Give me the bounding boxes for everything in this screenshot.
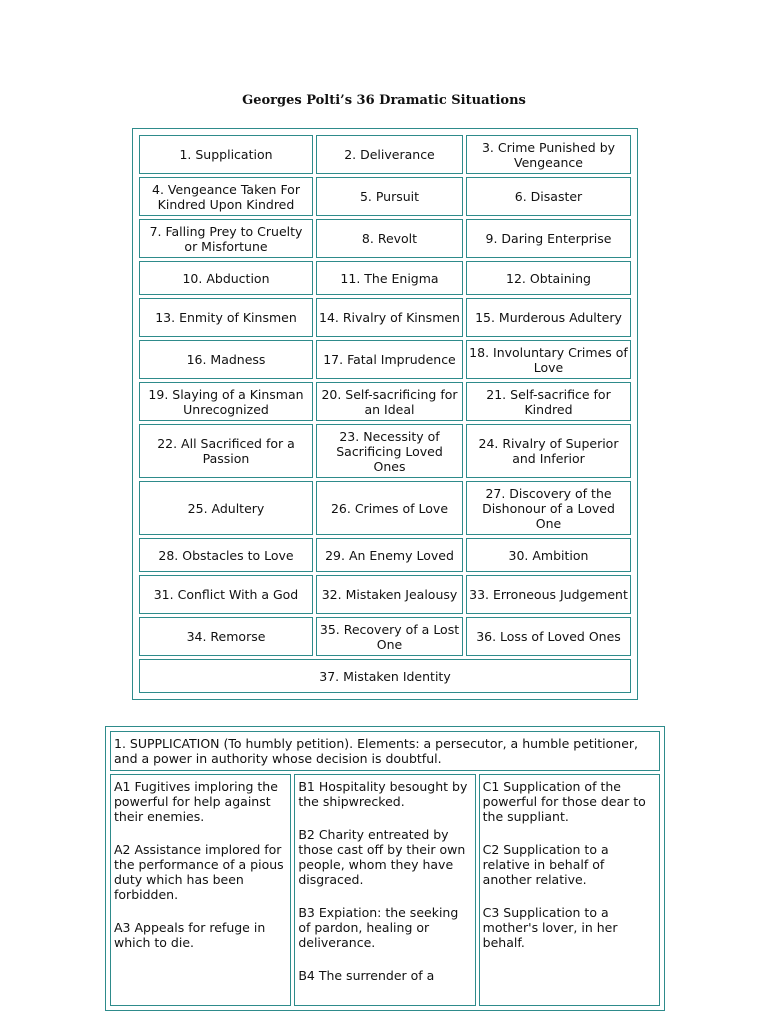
situation-cell: 8. Revolt: [316, 219, 463, 258]
table-row: [139, 298, 631, 337]
situation-cell: 20. Self-sacrificing for an Ideal: [316, 382, 463, 421]
page-title: Georges Polti’s 36 Dramatic Situations: [242, 93, 526, 108]
situation-cell: 17. Fatal Imprudence: [316, 340, 463, 379]
entry-b1: B1 Hospitality besought by the shipwrecked.: [298, 779, 468, 809]
detail-body-row: [110, 774, 660, 1006]
situation-cell: 3. Crime Punished by Vengeance: [466, 135, 631, 174]
situation-cell: 27. Discovery of the Dishonour of a Loved One: [466, 481, 631, 535]
situation-cell: 28. Obstacles to Love: [139, 538, 313, 572]
situation-cell: 19. Slaying of a Kinsman Unrecognized: [139, 382, 313, 421]
situation-cell: 34. Remorse: [139, 617, 313, 656]
situations-table: [132, 128, 638, 700]
situation-cell: 36. Loss of Loved Ones: [466, 617, 631, 656]
situation-cell: 13. Enmity of Kinsmen: [139, 298, 313, 337]
situation-cell: 15. Murderous Adultery: [466, 298, 631, 337]
situation-cell: 26. Crimes of Love: [316, 481, 463, 535]
entry-a2: A2 Assistance implored for the performance of a pious duty which has been forbidden.: [114, 842, 284, 902]
situation-cell: 18. Involuntary Crimes of Love: [466, 340, 631, 379]
table-row: [139, 382, 631, 421]
situation-cell: 24. Rivalry of Superior and Inferior: [466, 424, 631, 478]
situation-cell: 25. Adultery: [139, 481, 313, 535]
situation-cell: 33. Erroneous Judgement: [466, 575, 631, 614]
table-row: [139, 481, 631, 535]
situation-cell: 7. Falling Prey to Cruelty or Misfortune: [139, 219, 313, 258]
table-row: [139, 177, 631, 216]
situation-cell: 16. Madness: [139, 340, 313, 379]
situation-cell-37: 37. Mistaken Identity: [139, 659, 631, 693]
entry-c3: C3 Supplication to a mother's lover, in her behalf.: [482, 905, 618, 950]
situation-cell: 30. Ambition: [466, 538, 631, 572]
situation-cell: 5. Pursuit: [316, 177, 463, 216]
table-row: [139, 135, 631, 174]
table-row: [139, 219, 631, 258]
entry-b3: B3 Expiation: the seeking of pardon, healing or deliverance.: [298, 905, 459, 950]
table-row: [139, 261, 631, 295]
situation-cell: 21. Self-sacrifice for Kindred: [466, 382, 631, 421]
situation-cell: 4. Vengeance Taken For Kindred Upon Kindred: [139, 177, 313, 216]
column-c: [479, 774, 660, 1006]
situation-cell: 2. Deliverance: [316, 135, 463, 174]
entry-b2: B2 Charity entreated by those cast off by their own people, whom they have disgraced.: [298, 827, 466, 887]
detail-header: 1. SUPPLICATION (To humbly petition). Elements: a persecutor, a humble petitioner, and a power in authority whose decision is doubtful.: [110, 731, 660, 771]
situation-cell: 29. An Enemy Loved: [316, 538, 463, 572]
column-b: [294, 774, 475, 1006]
table-row: [139, 340, 631, 379]
situation-cell: 10. Abduction: [139, 261, 313, 295]
situation-cell: 22. All Sacrificed for a Passion: [139, 424, 313, 478]
situation-cell: 32. Mistaken Jealousy: [316, 575, 463, 614]
situation-cell: 23. Necessity of Sacrificing Loved Ones: [316, 424, 463, 478]
entry-c1: C1 Supplication of the powerful for those dear to the suppliant.: [482, 779, 646, 824]
entry-a3: A3 Appeals for refuge in which to die.: [114, 920, 266, 950]
table-row: [139, 617, 631, 656]
table-row: [139, 538, 631, 572]
supplication-detail-table: [105, 726, 665, 1011]
situation-cell: 9. Daring Enterprise: [466, 219, 631, 258]
entry-c2: C2 Supplication to a relative in behalf of another relative.: [482, 842, 609, 887]
entry-b4: B4 The surrender of a: [298, 968, 435, 983]
situation-cell: 12. Obtaining: [466, 261, 631, 295]
detail-header-row: [110, 731, 660, 771]
situation-cell: 1. Supplication: [139, 135, 313, 174]
situation-cell: 31. Conflict With a God: [139, 575, 313, 614]
situation-cell: 14. Rivalry of Kinsmen: [316, 298, 463, 337]
situation-cell: 6. Disaster: [466, 177, 631, 216]
situation-cell: 35. Recovery of a Lost One: [316, 617, 463, 656]
situation-cell: 11. The Enigma: [316, 261, 463, 295]
table-row: [139, 424, 631, 478]
table-row: [139, 659, 631, 693]
entry-a1: A1 Fugitives imploring the powerful for help against their enemies.: [114, 779, 278, 824]
column-a: [110, 774, 291, 1006]
table-row: [139, 575, 631, 614]
